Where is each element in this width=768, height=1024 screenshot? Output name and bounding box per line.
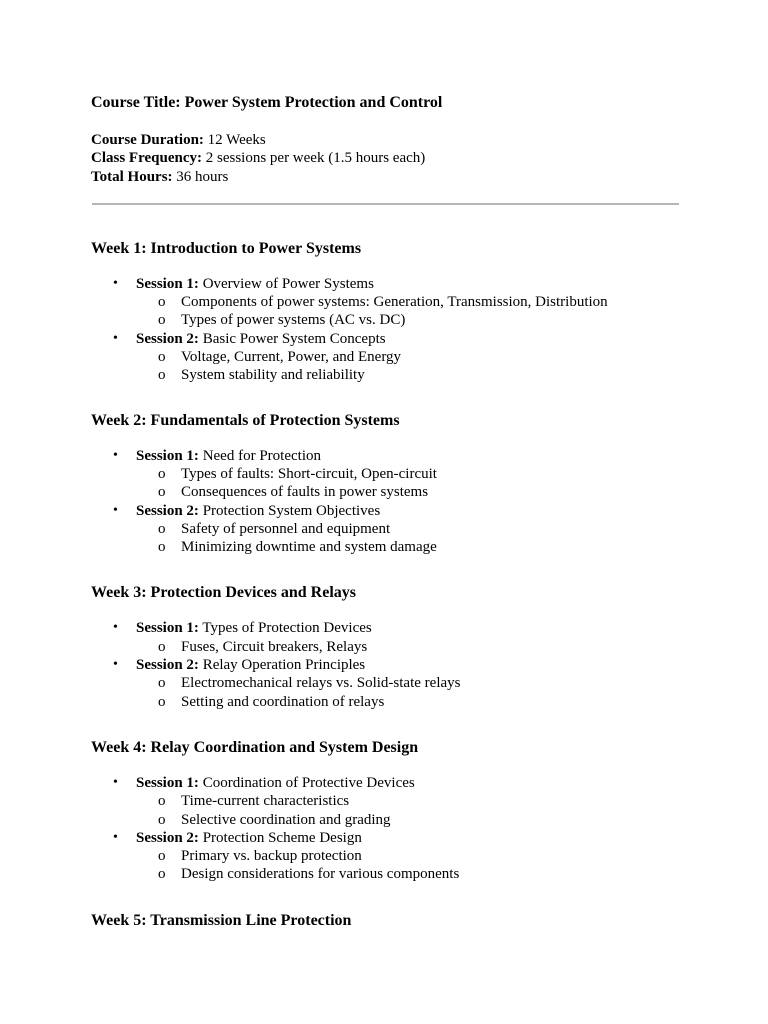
circle-bullet-icon: o (158, 811, 166, 828)
session-label: Session 1: (136, 275, 199, 292)
topic-list (136, 792, 679, 829)
week-section (91, 583, 679, 710)
topic-item (136, 811, 679, 829)
session-heading (136, 330, 679, 348)
week-title: Week 4: Relay Coordination and System Design (91, 738, 419, 756)
topic-item (136, 865, 679, 883)
week-title: Week 5: Transmission Line Protection (91, 911, 352, 929)
topic-item (136, 311, 679, 329)
course-title: Course Title: Power System Protection and Control (91, 94, 443, 111)
topic-list (136, 638, 679, 656)
topic-text: Time-current characteristics (181, 793, 350, 810)
session-item (91, 656, 679, 711)
topic-list (136, 348, 679, 385)
week-section (91, 911, 679, 931)
topic-item (136, 693, 679, 711)
bullet-icon: • (113, 829, 118, 845)
week-section (91, 239, 679, 385)
bullet-icon: • (113, 620, 118, 636)
topic-text: Types of power systems (AC vs. DC) (181, 312, 406, 329)
topic-text: System stability and reliability (181, 367, 365, 384)
class-frequency (91, 149, 679, 167)
circle-bullet-icon: o (158, 484, 166, 501)
topic-list (136, 293, 679, 330)
topic-item (136, 348, 679, 366)
topic-item (136, 538, 679, 556)
topic-item (136, 293, 679, 311)
session-heading (136, 502, 679, 520)
total-hours-value: 36 hours (172, 168, 229, 185)
bullet-icon: • (113, 275, 118, 291)
topic-item (136, 847, 679, 865)
topic-item (136, 483, 679, 501)
session-title: Protection System Objectives (198, 502, 381, 519)
session-item (91, 829, 679, 884)
session-heading (136, 656, 679, 674)
topic-item (136, 674, 679, 692)
session-list (91, 619, 679, 710)
session-list (91, 447, 679, 557)
topic-text: Consequences of faults in power systems (181, 484, 429, 501)
topic-list (136, 847, 679, 884)
circle-bullet-icon: o (158, 294, 166, 311)
session-item (91, 330, 679, 385)
circle-bullet-icon: o (158, 866, 166, 883)
session-list (91, 275, 679, 385)
session-title: Need for Protection (198, 447, 321, 464)
topic-text: Components of power systems: Generation, Transmission, Distribution (181, 294, 608, 311)
topic-item (136, 638, 679, 656)
topic-item (136, 520, 679, 538)
total-hours (91, 168, 679, 186)
topic-item (136, 366, 679, 384)
week-section (91, 411, 679, 557)
session-item (91, 275, 679, 330)
topic-text: Voltage, Current, Power, and Energy (181, 349, 402, 366)
session-item (91, 502, 679, 557)
session-label: Session 2: (136, 330, 199, 347)
circle-bullet-icon: o (158, 539, 166, 556)
session-heading (136, 447, 679, 465)
total-hours-label: Total Hours: (91, 168, 173, 185)
session-title: Coordination of Protective Devices (198, 774, 415, 791)
session-item (91, 774, 679, 829)
session-title: Overview of Power Systems (198, 275, 374, 292)
bullet-icon: • (113, 657, 118, 673)
circle-bullet-icon: o (158, 675, 166, 692)
session-title: Protection Scheme Design (198, 829, 362, 846)
circle-bullet-icon: o (158, 349, 166, 366)
topic-list (136, 520, 679, 557)
week-title: Week 2: Fundamentals of Protection Systems (91, 411, 400, 429)
topic-text: Electromechanical relays vs. Solid-state relays (181, 675, 461, 692)
session-label: Session 2: (136, 657, 199, 674)
session-heading (136, 829, 679, 847)
topic-text: Primary vs. backup protection (181, 848, 362, 865)
session-item (91, 619, 679, 656)
course-duration-value: 12 Weeks (203, 132, 266, 148)
circle-bullet-icon: o (158, 367, 166, 384)
bullet-icon: • (113, 447, 118, 463)
session-heading (136, 774, 679, 792)
topic-text: Types of faults: Short-circuit, Open-circuit (181, 465, 437, 482)
session-title: Types of Protection Devices (198, 620, 372, 637)
circle-bullet-icon: o (158, 793, 166, 810)
document-page (91, 93, 679, 931)
session-title: Relay Operation Principles (198, 657, 366, 674)
topic-item (136, 792, 679, 810)
week-title: Week 3: Protection Devices and Relays (91, 584, 356, 602)
circle-bullet-icon: o (158, 848, 166, 865)
topic-list (136, 465, 679, 502)
session-title: Basic Power System Concepts (198, 330, 386, 347)
circle-bullet-icon: o (158, 693, 166, 710)
circle-bullet-icon: o (158, 638, 166, 655)
topic-text: Safety of personnel and equipment (181, 520, 391, 537)
session-heading (136, 275, 679, 293)
class-frequency-value: 2 sessions per week (1.5 hours each) (201, 150, 426, 167)
topic-text: Setting and coordination of relays (181, 693, 385, 710)
class-frequency-label: Class Frequency: (91, 150, 202, 167)
session-label: Session 1: (136, 620, 199, 637)
circle-bullet-icon: o (158, 520, 166, 537)
weeks-list (91, 239, 679, 931)
session-item (91, 447, 679, 502)
session-label: Session 1: (136, 774, 199, 791)
session-label: Session 1: (136, 447, 199, 464)
topic-text: Selective coordination and grading (181, 811, 391, 828)
topic-item (136, 465, 679, 483)
bullet-icon: • (113, 774, 118, 790)
course-duration (91, 131, 679, 149)
bullet-icon: • (113, 502, 118, 518)
topic-text: Fuses, Circuit breakers, Relays (181, 638, 368, 655)
topic-list (136, 674, 679, 711)
course-meta (91, 131, 679, 186)
session-heading (136, 619, 679, 637)
session-label: Session 2: (136, 829, 199, 846)
topic-text: Minimizing downtime and system damage (181, 539, 437, 556)
topic-text: Design considerations for various components (181, 866, 460, 883)
session-list (91, 774, 679, 884)
course-duration-label: Course Duration: (91, 132, 204, 148)
horizontal-divider (92, 203, 679, 205)
circle-bullet-icon: o (158, 312, 166, 329)
week-section (91, 738, 679, 884)
session-label: Session 2: (136, 502, 199, 519)
week-title: Week 1: Introduction to Power Systems (91, 239, 362, 257)
bullet-icon: • (113, 330, 118, 346)
circle-bullet-icon: o (158, 465, 166, 482)
